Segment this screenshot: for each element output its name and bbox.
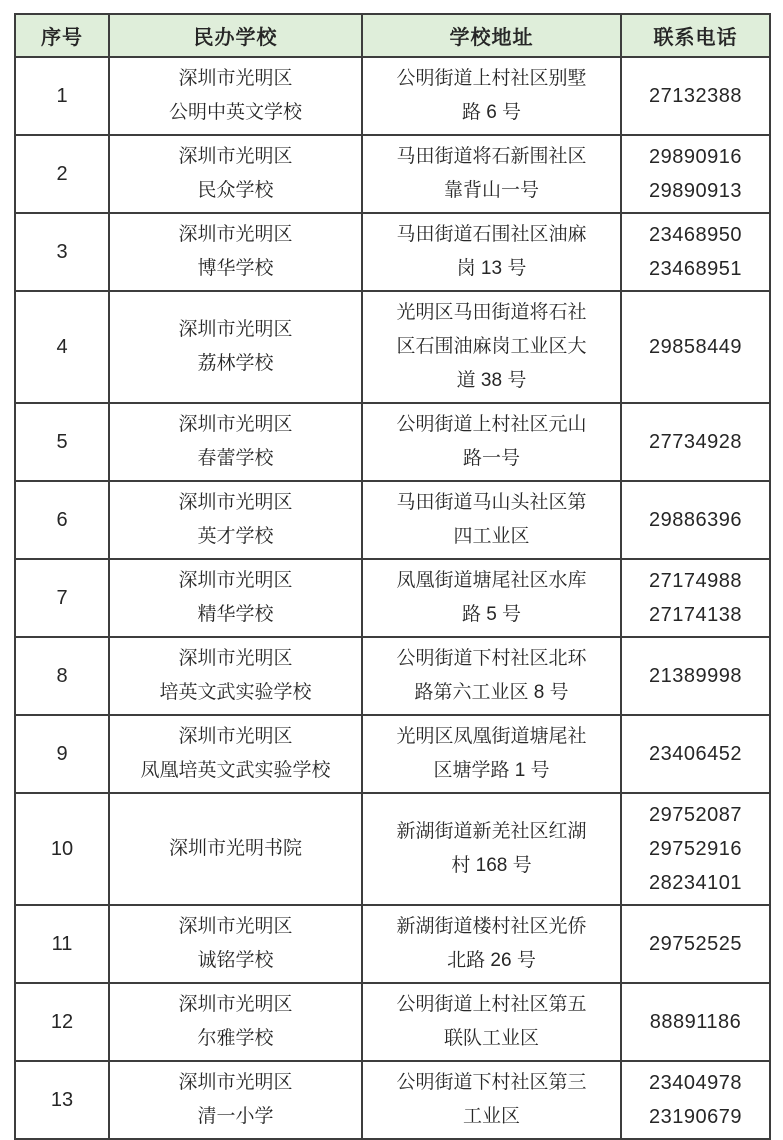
table-body xyxy=(15,57,770,1139)
phone-number: 29752087 xyxy=(649,804,742,826)
school-name-line: 深圳市光明区 xyxy=(178,224,293,245)
school-name-line: 凤凰培英文武实验学校 xyxy=(140,760,331,781)
school-address-cell xyxy=(362,1061,621,1139)
school-name-cell xyxy=(109,793,362,905)
table-row xyxy=(15,983,770,1061)
table-row xyxy=(15,1061,770,1139)
phone-cell xyxy=(621,793,770,905)
col-header-address: 学校地址 xyxy=(362,14,621,57)
school-address-cell xyxy=(362,637,621,715)
table-row xyxy=(15,637,770,715)
header-row xyxy=(15,14,770,57)
school-address-line: 联队工业区 xyxy=(443,1028,539,1049)
school-name-cell xyxy=(109,57,362,135)
table-row xyxy=(15,213,770,291)
school-name-line: 深圳市光明区 xyxy=(178,414,293,435)
school-address-cell xyxy=(362,559,621,637)
school-address-line: 光明区凤凰街道塘尾社 xyxy=(396,726,587,747)
school-name-cell xyxy=(109,213,362,291)
phone-number: 23468950 xyxy=(649,224,742,246)
phone-number: 27734928 xyxy=(649,431,742,453)
school-name-cell xyxy=(109,905,362,983)
table-row xyxy=(15,559,770,637)
school-address-line: 公明街道上村社区第五 xyxy=(396,994,587,1015)
school-name-line: 尔雅学校 xyxy=(197,1028,274,1049)
school-address-line: 凤凰街道塘尾社区水库 xyxy=(396,570,587,591)
phone-number: 88891186 xyxy=(649,1011,742,1033)
table-row xyxy=(15,403,770,481)
serial-number: 7 xyxy=(56,587,68,609)
school-name-cell xyxy=(109,559,362,637)
table-row xyxy=(15,905,770,983)
phone-cell xyxy=(621,559,770,637)
school-address-line: 马田街道马山头社区第 xyxy=(396,492,587,513)
serial-cell xyxy=(15,291,109,403)
serial-number: 6 xyxy=(56,509,68,531)
school-address-cell xyxy=(362,135,621,213)
school-address-line: 北路 26 号 xyxy=(447,950,536,971)
school-address-line: 路第六工业区 8 号 xyxy=(414,682,569,703)
school-address-cell xyxy=(362,905,621,983)
phone-cell xyxy=(621,905,770,983)
school-address-cell xyxy=(362,403,621,481)
school-address-line: 新湖街道新羌社区红湖 xyxy=(396,821,587,842)
table-row xyxy=(15,135,770,213)
school-name-line: 深圳市光明区 xyxy=(178,68,293,89)
school-address-line: 靠背山一号 xyxy=(443,180,539,201)
col-header-school: 民办学校 xyxy=(109,14,362,57)
school-address-line: 公明街道上村社区元山 xyxy=(396,414,587,435)
school-address-line: 工业区 xyxy=(462,1106,520,1127)
serial-number: 2 xyxy=(56,163,68,185)
school-name-cell xyxy=(109,715,362,793)
school-name-cell xyxy=(109,135,362,213)
school-address-line: 四工业区 xyxy=(453,526,530,547)
phone-cell xyxy=(621,403,770,481)
serial-number: 11 xyxy=(51,933,73,955)
school-name-cell xyxy=(109,481,362,559)
phone-cell xyxy=(621,291,770,403)
table-row xyxy=(15,481,770,559)
phone-cell xyxy=(621,715,770,793)
serial-cell xyxy=(15,905,109,983)
school-address-cell xyxy=(362,57,621,135)
phone-cell xyxy=(621,983,770,1061)
phone-number: 27174988 xyxy=(649,570,742,592)
serial-cell xyxy=(15,637,109,715)
school-name-line: 英才学校 xyxy=(197,526,274,547)
phone-number: 23404978 xyxy=(649,1072,742,1094)
school-name-cell xyxy=(109,637,362,715)
serial-cell xyxy=(15,481,109,559)
phone-number: 23190679 xyxy=(649,1106,742,1128)
school-name-line: 清一小学 xyxy=(197,1106,274,1127)
phone-cell xyxy=(621,213,770,291)
phone-cell xyxy=(621,1061,770,1139)
phone-number: 29858449 xyxy=(649,336,742,358)
phone-cell xyxy=(621,481,770,559)
school-name-line: 深圳市光明区 xyxy=(178,570,293,591)
school-address-cell xyxy=(362,481,621,559)
school-address-cell xyxy=(362,291,621,403)
schools-table xyxy=(14,13,771,1140)
phone-number: 29890913 xyxy=(649,180,742,202)
school-address-cell xyxy=(362,793,621,905)
school-name-line: 深圳市光明区 xyxy=(178,1072,293,1093)
phone-number: 27174138 xyxy=(649,604,742,626)
school-name-line: 深圳市光明区 xyxy=(178,146,293,167)
serial-cell xyxy=(15,1061,109,1139)
school-address-cell xyxy=(362,715,621,793)
table-row xyxy=(15,291,770,403)
school-name-cell xyxy=(109,1061,362,1139)
table-header xyxy=(15,14,770,57)
school-name-cell xyxy=(109,291,362,403)
serial-number: 12 xyxy=(50,1011,74,1033)
table-row xyxy=(15,57,770,135)
serial-cell xyxy=(15,793,109,905)
school-name-line: 公明中英文学校 xyxy=(168,102,302,123)
serial-cell xyxy=(15,983,109,1061)
school-name-cell xyxy=(109,983,362,1061)
table-row xyxy=(15,793,770,905)
school-name-line: 荔林学校 xyxy=(197,353,274,374)
table-row xyxy=(15,715,770,793)
school-address-line: 路一号 xyxy=(462,448,520,469)
school-name-cell xyxy=(109,403,362,481)
col-header-serial: 序号 xyxy=(15,14,109,57)
school-name-line: 深圳市光明区 xyxy=(178,648,293,669)
school-address-line: 岗 13 号 xyxy=(456,258,527,279)
school-address-line: 村 168 号 xyxy=(451,855,532,876)
serial-cell xyxy=(15,135,109,213)
phone-number: 29752916 xyxy=(649,838,742,860)
school-name-line: 精华学校 xyxy=(197,604,274,625)
serial-number: 1 xyxy=(56,85,68,107)
phone-number: 21389998 xyxy=(649,665,742,687)
school-name-line: 民众学校 xyxy=(197,180,274,201)
school-name-line: 深圳市光明区 xyxy=(178,726,293,747)
serial-number: 3 xyxy=(56,241,68,263)
school-address-line: 公明街道上村社区别墅 xyxy=(396,68,587,89)
school-address-line: 公明街道下村社区第三 xyxy=(396,1072,587,1093)
phone-number: 29886396 xyxy=(649,509,742,531)
serial-number: 5 xyxy=(56,431,68,453)
serial-number: 9 xyxy=(56,743,68,765)
serial-cell xyxy=(15,715,109,793)
school-address-cell xyxy=(362,983,621,1061)
school-name-line: 深圳市光明书院 xyxy=(168,838,302,859)
school-name-line: 深圳市光明区 xyxy=(178,994,293,1015)
school-address-line: 区石围油麻岗工业区大 xyxy=(396,336,587,357)
phone-cell xyxy=(621,57,770,135)
school-name-line: 深圳市光明区 xyxy=(178,492,293,513)
school-address-line: 马田街道将石新围社区 xyxy=(396,146,587,167)
phone-number: 23468951 xyxy=(649,258,742,280)
phone-number: 29752525 xyxy=(649,933,742,955)
phone-number: 27132388 xyxy=(649,85,742,107)
school-address-line: 新湖街道楼村社区光侨 xyxy=(396,916,587,937)
phone-number: 28234101 xyxy=(649,872,742,894)
col-header-phone: 联系电话 xyxy=(621,14,770,57)
serial-cell xyxy=(15,403,109,481)
serial-cell xyxy=(15,213,109,291)
school-address-cell xyxy=(362,213,621,291)
serial-number: 10 xyxy=(50,838,74,860)
serial-number: 4 xyxy=(56,336,68,358)
school-address-line: 路 5 号 xyxy=(461,604,522,625)
phone-cell xyxy=(621,135,770,213)
serial-cell xyxy=(15,57,109,135)
school-name-line: 诚铭学校 xyxy=(197,950,274,971)
phone-number: 29890916 xyxy=(649,146,742,168)
school-name-line: 深圳市光明区 xyxy=(178,319,293,340)
school-address-line: 光明区马田街道将石社 xyxy=(396,302,587,323)
school-name-line: 博华学校 xyxy=(197,258,274,279)
school-address-line: 区塘学路 1 号 xyxy=(433,760,550,781)
school-name-line: 春蕾学校 xyxy=(197,448,274,469)
serial-cell xyxy=(15,559,109,637)
serial-number: 13 xyxy=(50,1089,74,1111)
school-name-line: 培英文武实验学校 xyxy=(159,682,312,703)
phone-number: 23406452 xyxy=(649,743,742,765)
school-address-line: 公明街道下村社区北环 xyxy=(396,648,587,669)
school-address-line: 路 6 号 xyxy=(461,102,522,123)
school-address-line: 道 38 号 xyxy=(456,370,527,391)
serial-number: 8 xyxy=(56,665,68,687)
phone-cell xyxy=(621,637,770,715)
school-name-line: 深圳市光明区 xyxy=(178,916,293,937)
school-address-line: 马田街道石围社区油麻 xyxy=(396,224,587,245)
